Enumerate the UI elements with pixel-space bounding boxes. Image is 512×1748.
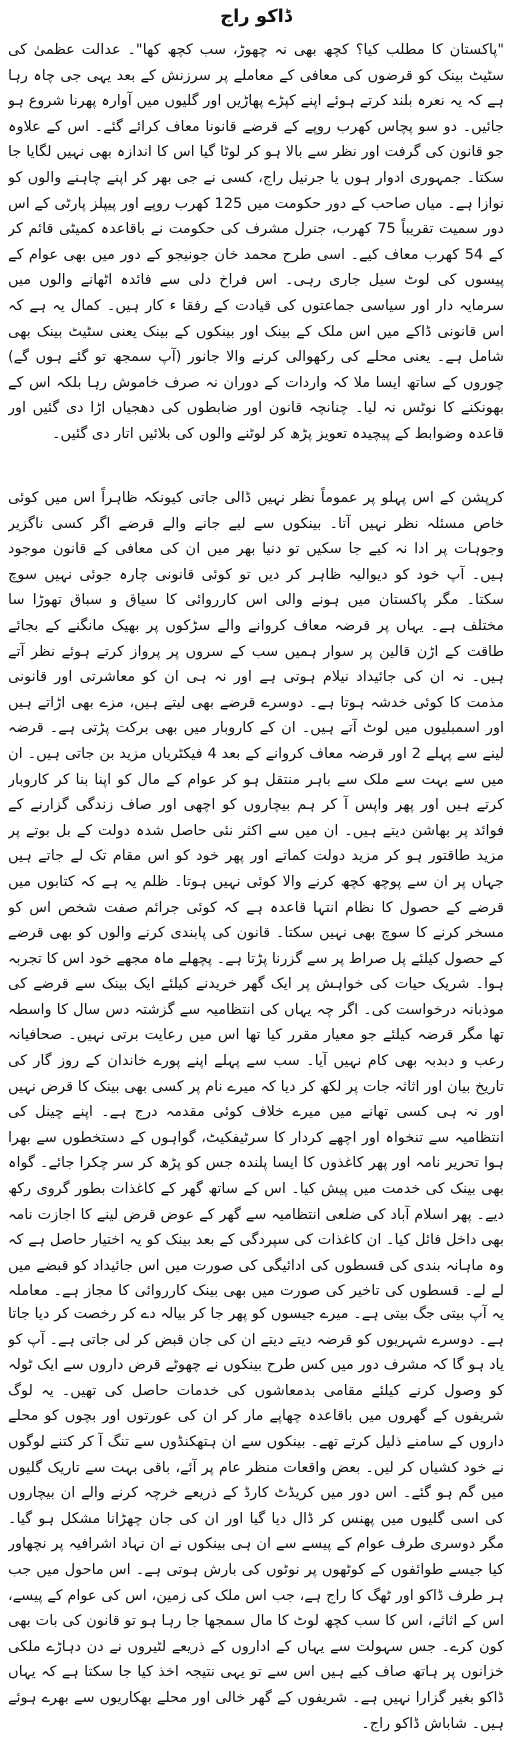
- paragraph: "پاکستان کا مطلب کیا؟ کچھ بھی نہ چھوڑ، سب کچھ کھا"۔ عدالت عظمیٰ کی سٹیٹ بینک کو قرضوں کی معافی کے معاملے پر سرزنش کے بعد یہی جی چاہ رہا ہے کہ یہ نعرہ بلند کرتے ہوئے اپنے کپڑے پھاڑیں اور گلیوں میں آوارہ پھرنا شروع ہو جائیں۔ دو سو پچاس کھرب روپے کے قرضے قانونا معاف کرائے گئے۔ اس کے علاوہ جو قانون کی گرفت اور نظر سے بالا ہو کر لوٹا گیا اس کا اندازہ بھی نہیں لگایا جا سکتا۔ جمہوری ادوار ہوں یا جرنیل راج، کسی نے جی بھر کر اپنے چاہنے والوں کو نوازا ہے۔ میاں صاحب کے دور حکومت میں 125 کھرب روپے اور پیپلز پارٹی کے اس دور سمیت تقریباً 75 کھرب، جنرل مشرف کی حکومت نے باقاعدہ کمیٹی قائم کر کے 54 کھرب معاف کیے۔ اسی طرح محمد خان جونیجو کے دور میں بھی عوام کے پیسوں کی لوٹ سیل جاری رہی۔ اس فراخ دلی سے فائدہ اٹھانے والوں میں سرمایہ دار اور سیاسی جماعتوں کی قیادت کے رفقا ء کار ہیں۔ کمال یہ ہے کہ اس قانونی ڈاکے میں اس ملک کے بینک اور بینکوں کے بینک یعنی سٹیٹ بینک بھی شامل ہے۔ یعنی محلے کی رکھوالی کرنے والا جانور (آپ سمجھ تو گئے ہوں گے) چوروں کے ساتھ ایسا ملا کہ واردات کے دوران نہ صرف خاموش رہا بلکہ اس کے بھونکنے کا نوٹس نہ لیا۔ چنانچہ قانون اور ضابطوں کی دھجیاں اڑا دی گئیں اور قاعدہ وضوابط کے پیچیدہ تعویز پڑھ کر لوٹنے والوں کی بلائیں اتار دی گئیں۔: [8, 42, 504, 442]
- column-headline: ڈاکو راج: [220, 6, 292, 27]
- paragraph: یہ آپ بیتی جگ بیتی ہے۔ میرے جیسوں کو پھر جا کر بیالہ دے کر رخصت کر دیا جاتا ہے۔ دوسرے شہریوں کو قرضہ دیتے دیتے ان کی جان قبض کر لی جاتی ہے۔ آپ کو یاد ہو گا کہ مشرف دور میں کس طرح بینکوں نے چھوٹے قرض داروں سے ایک ٹولہ کو وصول کرنے کیلئے مقامی بدمعاشوں کی خدمات حاصل کی تھیں۔ یہ لوگ شریفوں کے گھروں میں باقاعدہ چھاپے مار کر ان کی عورتوں اور بچوں کو محلے داروں کے سامنے ذلیل کرتے تھے۔ بینکوں سے ان ہتھکنڈوں سے تنگ آ کر کتنے لوگوں نے خود کشیاں کر لیں۔ بعض واقعات منظر عام پر آئے، باقی بہت سے تاریک گلیوں میں گم ہو گئے۔ اس دور میں کریڈٹ کارڈ کے ذریعے خرچہ کرنے والے ان بیچاروں کی اسی گلیوں میں پھنس کر ڈال دیا گیا اور ان کی جان چھڑانا مشکل ہو گیا۔ مگر دوسری طرف عوام کے پیسے سے ان ہی بینکوں نے ان نہاد اشرافیہ پر نچھاور کیا جیسے طوائفوں کے کوٹھوں پر نوٹوں کی بارش ہوتی ہے۔ اس ماحول میں جب ہر طرف ڈاکو اور ٹھگ کا راج ہے، جب اس ملک کی زمین، اس کی عوام کے پیسے، اس کے اثاثے، اس کا سب کچھ لوٹ کا مال سمجھا جا رہا ہو تو قانون کی بات بھی کون کرے۔ جس سہولت سے یہاں کے اداروں کے ذریعے لٹیروں نے دن دہاڑے ملکی خزانوں پر ہاتھ صاف کیے ہیں اس سے تو یہی نتیجہ اخذ کیا جا سکتا ہے کہ یہاں ڈاکو بغیر گزارا نہیں ہے۔ شریفوں کے گھر خالی اور محلے بھکاریوں سے بھرے ہوئے ہیں۔ شاباش ڈاکو راج۔: [8, 1306, 504, 1732]
- paragraph: کرپشن کے اس پہلو پر عموماً نظر نہیں ڈالی جاتی کیونکہ ظاہراً اس میں کوئی خاص مسئلہ نظر نہیں آتا۔ بینکوں سے لیے جانے والے قرضے اگر کسی ناگزیر وجوہات پر ادا نہ کیے جا سکیں تو دنیا بھر میں ان کی معافی کے قانون موجود ہیں۔ آپ خود کو دیوالیہ ظاہر کر دیں تو کوئی قانونی چارہ جوئی نہیں سوچ سکتا۔ مگر پاکستان میں ہونے والی اس کارروائی کا سیاق و سباق تھوڑا سا مختلف ہے۔ یہاں پر قرضہ معاف کروانے والے سڑکوں پر بھیک مانگنے کے بجائے طاقت کے اڑن قالین پر سوار ہمیں سب کے سروں پر پرواز کرتے ہوئے نظر آتے ہیں۔ نہ ان کی جائیداد نیلام ہوتی ہے اور نہ ہی ان کو معاشرتی اور قانونی مذمت کا کوئی خدشہ ہوتا ہے۔ دوسرے قرضے بھی لیتے ہیں، مزے بھی اڑاتے ہیں اور اسمبلیوں میں لوٹ آتے ہیں۔ ان کے کاروبار میں بھی برکت پڑتی ہے۔ قرضہ لینے سے پہلے 2 اور قرضہ معاف کروانے کے بعد 4 فیکٹریاں مزید بن جاتی ہیں۔ ان میں سے بہت سے ملک سے باہر منتقل ہو کر عوام کے مال کو اپنا بنا کر کاروبار کرتے ہیں اور پھر واپس آ کر ہم بیچاروں کو اچھی اور صاف زندگی گزارنے کے فوائد پر بھاشن دیتے ہیں۔ ان میں سے اکثر نئی حاصل شدہ دولت کے بل بوتے پر مزید طاقتور ہو کر مزید دولت کماتے اور پھر خود کو اس مقام تک لے جاتے ہیں جہاں پر ان سے پوچھ کچھ کرنے والا کوئی نہیں ہوتا۔ ظلم یہ ہے کہ کتابوں میں قرضے کے حصول کا نظام انتہا قاعدہ ہے کہ کوئی جرائم صفت شخص اس کو مسخر کرنے کا سوچ بھی نہیں سکتا۔ قانون کی پابندی کرنے والوں کو بھی قرضے کے حصول کیلئے پل صراط پر سے گزرنا پڑتا ہے۔ پچھلے ماہ مجھے خود اس کا تجربہ ہوا۔ شریک حیات کی خواہش پر ایک گھر خریدنے کیلئے ایک بینک سے قرضے کی موذبانہ درخواست کی۔ اگر چہ یہاں کی انتظامیہ سے گزشتہ دس سال کا واسطہ تھا مگر قرضہ کیلئے جو معیار مقرر کیا تھا اس میں رعایت برتی نہیں۔ صحافیانہ رعب و دبدبہ بھی کام نہیں آیا۔ سب سے پہلے اپنے پورے خاندان کے روز گار کی تاریخ بیان اور اثاثہ جات پر لکھ کر دیا کہ میرے نام پر کسی بھی بینک کا قرض نہیں اور نہ ہی کسی تھانے میں میرے خلاف کوئی مقدمہ درج ہے۔ اپنے چینل کی انتظامیہ سے تنخواہ اور اچھے کردار کا سرٹیفکیٹ، گواہوں کے دستخطوں سے بھرا ہوا تحریر نامہ اور پھر کاغذوں کا ایسا پلندہ جس کو پڑھ کر سر چکرا جائے۔ گواہ بھی بینک کی خدمت میں پیش کیا۔ اس کے ساتھ گھر کے کاغذات بطور گروی رکھ دیے۔ پھر اسلام آباد کی ضلعی انتظامیہ سے گھر کے عوض قرض لینے کا اجازت نامہ بھی داخل فائل کیا۔ ان کاغذات کی سپردگی کے بعد بینک کو یہ اختیار حاصل ہے کہ وہ ماہانہ بندی کی قسطوں کی ادائیگی کی صورت میں اس جائیداد کو قبضے میں لے لے۔ قسطوں کی تاخیر کی صورت میں بھی بینک کارروائی کا مجاز ہے۔ معاملہ: [8, 490, 504, 1300]
- column-body: [8, 38, 504, 1742]
